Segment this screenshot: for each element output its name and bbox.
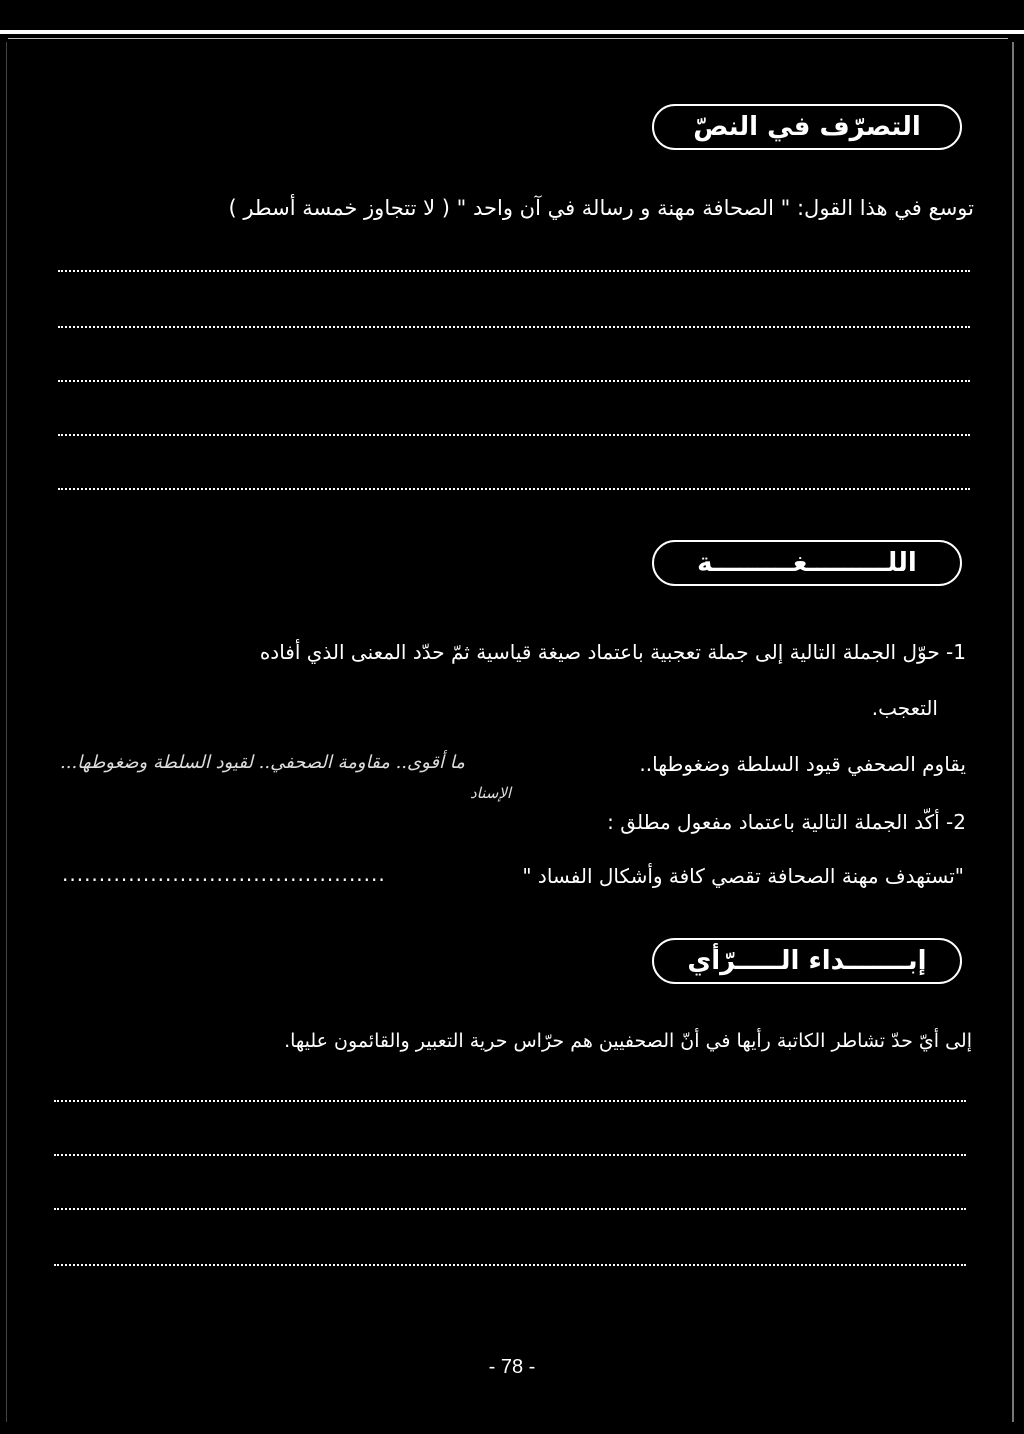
top-border-thin [8, 38, 1008, 39]
top-border [0, 30, 1024, 34]
page-number: - 78 - [488, 1356, 536, 1378]
question-1-sentence: يقاوم الصحفي قيود السلطة وضغوطها.. [639, 752, 966, 776]
section-title-label: التصرّف في النصّ [693, 112, 921, 142]
question-1-handwritten-answer[interactable]: ما أقوى.. مقاومة الصحفي.. لقيود السلطة وضغوطها... [60, 752, 465, 773]
question-1-line-2: التعجب. [871, 696, 938, 720]
opinion-prompt: إلى أيّ حدّ تشاطر الكاتبة رأيها في أنّ الصحفيين هم حرّاس حرية التعبير والقائمون عليها. [284, 1030, 972, 1052]
question-2-line: 2- أكّد الجملة التالية باعتماد مفعول مطلق : [607, 810, 966, 834]
page-frame [6, 42, 1014, 1422]
answer-line-2[interactable] [58, 326, 970, 328]
question-1-line-1: 1- حوّل الجملة التالية إلى جملة تعجبية باعتماد صيغة قياسية ثمّ حدّد المعنى الذي أفاده [259, 640, 966, 664]
opinion-line-1[interactable] [54, 1100, 966, 1102]
opinion-line-3[interactable] [54, 1208, 966, 1210]
answer-line-4[interactable] [58, 434, 970, 436]
section-title-label: اللـــــــــغـــــــــة [697, 548, 917, 578]
section-title-opinion [652, 938, 962, 984]
question-1-handwritten-note: الإسناد [470, 784, 512, 802]
section-title-label: إبـــــــداء الـــــرّأي [687, 946, 927, 976]
opinion-line-4[interactable] [54, 1264, 966, 1266]
writing-prompt: توسع في هذا القول: " الصحافة مهنة و رسالة في آن واحد " ( لا تتجاوز خمسة أسطر ) [228, 196, 974, 220]
section-title-text-handling [652, 104, 962, 150]
answer-line-1[interactable] [58, 270, 970, 272]
question-2-sentence: "تستهدف مهنة الصحافة تقصي كافة وأشكال الفساد " [522, 864, 964, 888]
opinion-line-2[interactable] [54, 1154, 966, 1156]
section-title-language [652, 540, 962, 586]
answer-line-3[interactable] [58, 380, 970, 382]
answer-line-5[interactable] [58, 488, 970, 490]
question-2-answer-dots[interactable]: ............................................ [62, 862, 386, 886]
